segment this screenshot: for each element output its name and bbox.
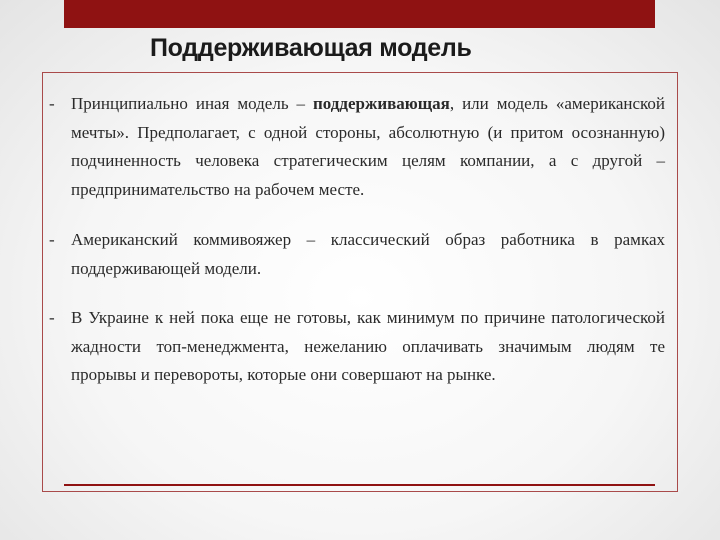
bullet-item-3: [49, 304, 665, 390]
bullet-2-text: Американский коммивояжер – классический образ работника в рамках поддерживающей модели.: [71, 230, 665, 278]
bullet-marker: -: [49, 308, 55, 327]
bullet-1-text-before: Принципиально иная модель –: [71, 94, 313, 113]
slide-title: Поддерживающая модель: [150, 34, 472, 62]
bullet-item-2: [49, 226, 665, 283]
bullet-3-text: В Украине к ней пока еще не готовы, как минимум по причине патологической жадности топ-менеджмента, нежеланию оплачивать значимым людям те прорывы и перевороты, которые они совершают на рынке.: [71, 308, 665, 384]
bottom-accent-line: [64, 484, 655, 486]
bullet-1-text-after: , или модель «американской мечты». Предполагает, с одной стороны, абсолютную (и притом осознанную) подчиненность человека стратегическим целям компании, а с другой – предпринимательство на рабочем месте.: [71, 94, 665, 199]
bullet-list: [49, 90, 665, 412]
bullet-marker: -: [49, 230, 55, 249]
bullet-item-1: [49, 90, 665, 204]
bullet-marker: -: [49, 94, 55, 113]
top-accent-bar: [64, 0, 655, 28]
bullet-1-bold-term: поддерживающая: [313, 94, 450, 113]
